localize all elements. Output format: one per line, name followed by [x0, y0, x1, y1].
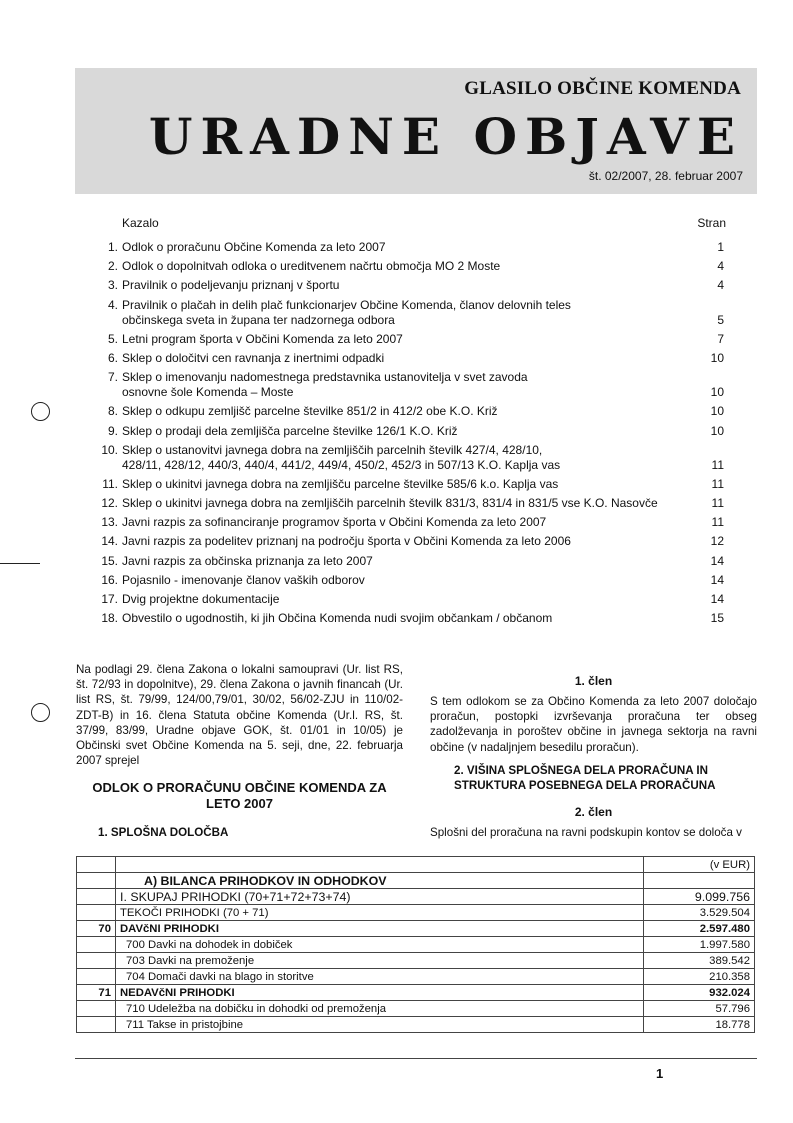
toc-item — [90, 554, 736, 569]
account-label: DAVčNI PRIHODKI — [116, 921, 644, 937]
section-heading-1: 1. SPLOŠNA DOLOČBA — [98, 826, 229, 840]
toc-item-page: 10 — [710, 350, 724, 365]
account-amount: 932.024 — [644, 985, 755, 1001]
toc-item-page: 10 — [710, 423, 724, 438]
toc-item-title: Sklep o imenovanju nadomestnega predstavnika ustanovitelja v svet zavoda osnovne šole Komenda – Moste — [122, 370, 528, 400]
table-row — [77, 985, 755, 1001]
account-code — [77, 953, 116, 969]
left-column — [76, 662, 403, 839]
toc-item — [90, 298, 736, 328]
preamble-text: Na podlagi 29. člena Zakona o lokalni samoupravi (Ur. list RS, št. 72/93 in dopolnitve), 29. člena Zakona o javnih financah (Ur. list RS, št. 79/99, 124/00,79/01, 30/02, 56/02-ZJU in 110/02-ZDT-B) in 16. člena Statuta občine Komenda (Ur.l. RS, št. 37/99, 83/99, Uradne objave GOK, št. 01/01 in 10/05) je Občinski svet Občine Komenda na 5. seji, dne, 22. februarja 2007 sprejel — [76, 663, 403, 768]
toc-item-number: 6. — [107, 350, 118, 365]
account-label: 703 Davki na premoženje — [116, 953, 644, 969]
document-title: ODLOK O PRORAČUNU OBČINE KOMENDA ZA LETO 2007 — [92, 780, 387, 812]
toc-item-number: 18. — [101, 611, 118, 626]
toc-item-page: 10 — [710, 385, 724, 400]
toc-item-page: 4 — [717, 278, 724, 293]
account-code — [77, 905, 116, 921]
toc-item — [90, 259, 736, 274]
toc-item-title: Sklep o ukinitvi javnega dobra na zemljiščih parcelnih številk 831/3, 831/4 in 831/5 vse K.O. Nasovče — [122, 496, 658, 511]
account-code — [77, 1017, 116, 1033]
account-amount: 389.542 — [644, 953, 755, 969]
toc-item-number: 4. — [107, 297, 118, 312]
toc-item-page: 14 — [710, 592, 724, 606]
account-code: 70 — [77, 921, 116, 937]
account-label: I. SKUPAJ PRIHODKI (70+71+72+73+74) — [116, 889, 644, 905]
toc-item — [90, 424, 736, 439]
toc-item-number: 10. — [101, 442, 118, 457]
toc-item-page: 11 — [711, 496, 724, 511]
toc-item — [90, 332, 736, 347]
toc-item — [90, 278, 736, 293]
toc-item — [90, 370, 736, 400]
account-label: 700 Davki na dohodek in dobiček — [116, 937, 644, 953]
toc-item — [90, 496, 736, 511]
masthead — [75, 68, 757, 194]
toc-item-number: 9. — [107, 423, 118, 438]
toc-item — [90, 240, 736, 255]
toc-item-title: Javni razpis za podelitev priznanj na področju športa v Občini Komenda za leto 2006 — [122, 534, 571, 549]
budget-table — [76, 856, 755, 1033]
toc-item-number: 1. — [107, 240, 118, 254]
toc-item-title: Letni program športa v Občini Komenda za leto 2007 — [122, 331, 403, 346]
page-number: 1 — [656, 1066, 664, 1081]
toc-item-title: Dvig projektne dokumentacije — [122, 592, 280, 606]
toc-item-page: 4 — [717, 259, 724, 274]
toc-item-title: Pojasnilo - imenovanje članov vaških odborov — [122, 572, 365, 587]
toc-list — [90, 240, 736, 630]
account-amount: 1.997.580 — [644, 937, 755, 953]
toc-item — [90, 592, 736, 607]
account-code — [77, 889, 116, 905]
masthead-subtitle: GLASILO OBČINE KOMENDA — [464, 78, 741, 99]
toc-item-title: Javni razpis za sofinanciranje programov športa v Občini Komenda za leto 2007 — [122, 515, 547, 530]
article-2-heading: 2. člen — [574, 804, 613, 819]
toc-item-number: 16. — [101, 572, 118, 587]
toc-item-number: 2. — [107, 259, 118, 274]
toc-item-page: 5 — [717, 312, 724, 327]
toc-item — [90, 443, 736, 473]
toc-item-number: 12. — [101, 496, 118, 511]
punch-hole-top — [31, 402, 50, 421]
toc-item-page: 10 — [710, 404, 724, 419]
account-amount: 210.358 — [644, 969, 755, 985]
toc-item-title: Sklep o prodaji dela zemljišča parcelne številke 126/1 K.O. Križ — [122, 423, 458, 438]
table-unit-row — [77, 857, 755, 873]
account-label: 711 Takse in pristojbine — [116, 1017, 644, 1033]
account-amount: 3.529.504 — [644, 905, 755, 921]
toc-header — [90, 216, 736, 236]
table-of-contents — [90, 216, 736, 626]
table-row — [77, 889, 755, 905]
right-column — [430, 662, 757, 840]
masthead-title: URADNE OBJAVE — [148, 107, 743, 166]
toc-item-title: Odlok o dopolnitvah odloka o ureditvenem načrtu območja MO 2 Moste — [122, 259, 501, 274]
toc-item-page: 7 — [717, 331, 724, 346]
toc-item-title: Sklep o odkupu zemljišč parcelne številke 851/2 in 412/2 obe K.O. Križ — [122, 404, 498, 419]
account-label: 704 Domači davki na blago in storitve — [116, 969, 644, 985]
account-amount: 57.796 — [644, 1001, 755, 1017]
toc-item — [90, 404, 736, 419]
account-amount: 2.597.480 — [644, 921, 755, 937]
account-label: 710 Udeležba na dobičku in dohodki od premoženja — [116, 1001, 644, 1017]
toc-item-title: Sklep o ustanovitvi javnega dobra na zemljiščih parcelnih številk 427/4, 428/10, 428/11, 428/12, 440/3, 440/4, 441/2, 449/4, 450/2, 452/3 in 507/13 K.O. Kaplja vas — [122, 442, 561, 472]
account-code — [77, 969, 116, 985]
toc-item-page: 12 — [710, 534, 724, 549]
toc-item-number: 7. — [107, 370, 118, 385]
unit-label: (v EUR) — [644, 857, 755, 873]
toc-item-page: 1 — [717, 240, 724, 254]
table-row — [77, 937, 755, 953]
toc-item — [90, 534, 736, 549]
table-header-row — [77, 873, 755, 889]
toc-item-title: Obvestilo o ugodnostih, ki jih Občina Komenda nudi svojim občankam / občanom — [122, 611, 553, 626]
toc-item — [90, 351, 736, 366]
toc-item-number: 13. — [101, 515, 118, 530]
footer-divider — [75, 1058, 757, 1059]
account-code: 71 — [77, 985, 116, 1001]
toc-item — [90, 611, 736, 626]
account-code — [77, 1001, 116, 1017]
section-heading-2: 2. VIŠINA SPLOŠNEGA DELA PRORAČUNA IN STRUKTURA POSEBNEGA DELA PRORAČUNA — [454, 763, 716, 792]
toc-item — [90, 515, 736, 530]
toc-item-number: 3. — [107, 278, 118, 293]
article-1-text: S tem odlokom se za Občino Komenda za leto 2007 določajo proračun, postopki izvrševanja proračuna ter obseg zadolževanja in poroštev občine in javnega sektorja na ravni občine (v nadaljnjem besedilu proračun). — [430, 695, 757, 754]
article-2-text: Splošni del proračuna na ravni podskupin kontov se določa v — [430, 825, 742, 839]
toc-item-page: 14 — [710, 572, 724, 587]
toc-header-right: Stran — [697, 216, 726, 230]
toc-item-number: 17. — [101, 592, 118, 606]
punch-hole-bottom — [31, 703, 50, 722]
issue-info: št. 02/2007, 28. februar 2007 — [588, 169, 743, 183]
table-row — [77, 921, 755, 937]
toc-item-number: 5. — [107, 331, 118, 346]
toc-item-page: 14 — [710, 553, 724, 568]
toc-item-page: 11 — [711, 515, 724, 530]
table-row — [77, 1001, 755, 1017]
toc-item — [90, 477, 736, 492]
toc-item-title: Pravilnik o plačah in delih plač funkcionarjev Občine Komenda, članov delovnih teles občinskega sveta in župana ter nadzornega odbora — [122, 297, 571, 327]
toc-item-number: 8. — [107, 404, 118, 419]
toc-item-title: Sklep o ukinitvi javnega dobra na zemljišču parcelne številke 585/6 k.o. Kaplja vas — [122, 476, 559, 491]
toc-item-number: 14. — [101, 534, 118, 549]
account-label: NEDAVčNI PRIHODKI — [116, 985, 644, 1001]
table-row — [77, 905, 755, 921]
toc-item-title: Sklep o določitvi cen ravnanja z inertnimi odpadki — [122, 350, 385, 365]
toc-item-number: 15. — [101, 553, 118, 568]
toc-item-title: Odlok o proračunu Občine Komenda za leto 2007 — [122, 240, 386, 254]
table-row — [77, 953, 755, 969]
toc-item-number: 11. — [102, 476, 118, 491]
article-1-heading: 1. člen — [574, 674, 613, 688]
account-amount: 18.778 — [644, 1017, 755, 1033]
toc-item-page: 11 — [711, 457, 724, 472]
table-header: A) BILANCA PRIHODKOV IN ODHODKOV — [116, 873, 644, 889]
toc-item — [90, 573, 736, 588]
toc-item-page: 11 — [711, 476, 724, 491]
toc-header-left: Kazalo — [122, 216, 159, 230]
table-row — [77, 969, 755, 985]
account-amount: 9.099.756 — [644, 889, 755, 905]
toc-item-title: Javni razpis za občinska priznanja za leto 2007 — [122, 553, 373, 568]
table-row — [77, 1017, 755, 1033]
toc-item-page: 15 — [710, 611, 724, 626]
toc-item-title: Pravilnik o podeljevanju priznanj v športu — [122, 278, 340, 293]
fold-mark — [0, 563, 40, 564]
account-code — [77, 937, 116, 953]
account-label: TEKOČI PRIHODKI (70 + 71) — [116, 905, 644, 921]
